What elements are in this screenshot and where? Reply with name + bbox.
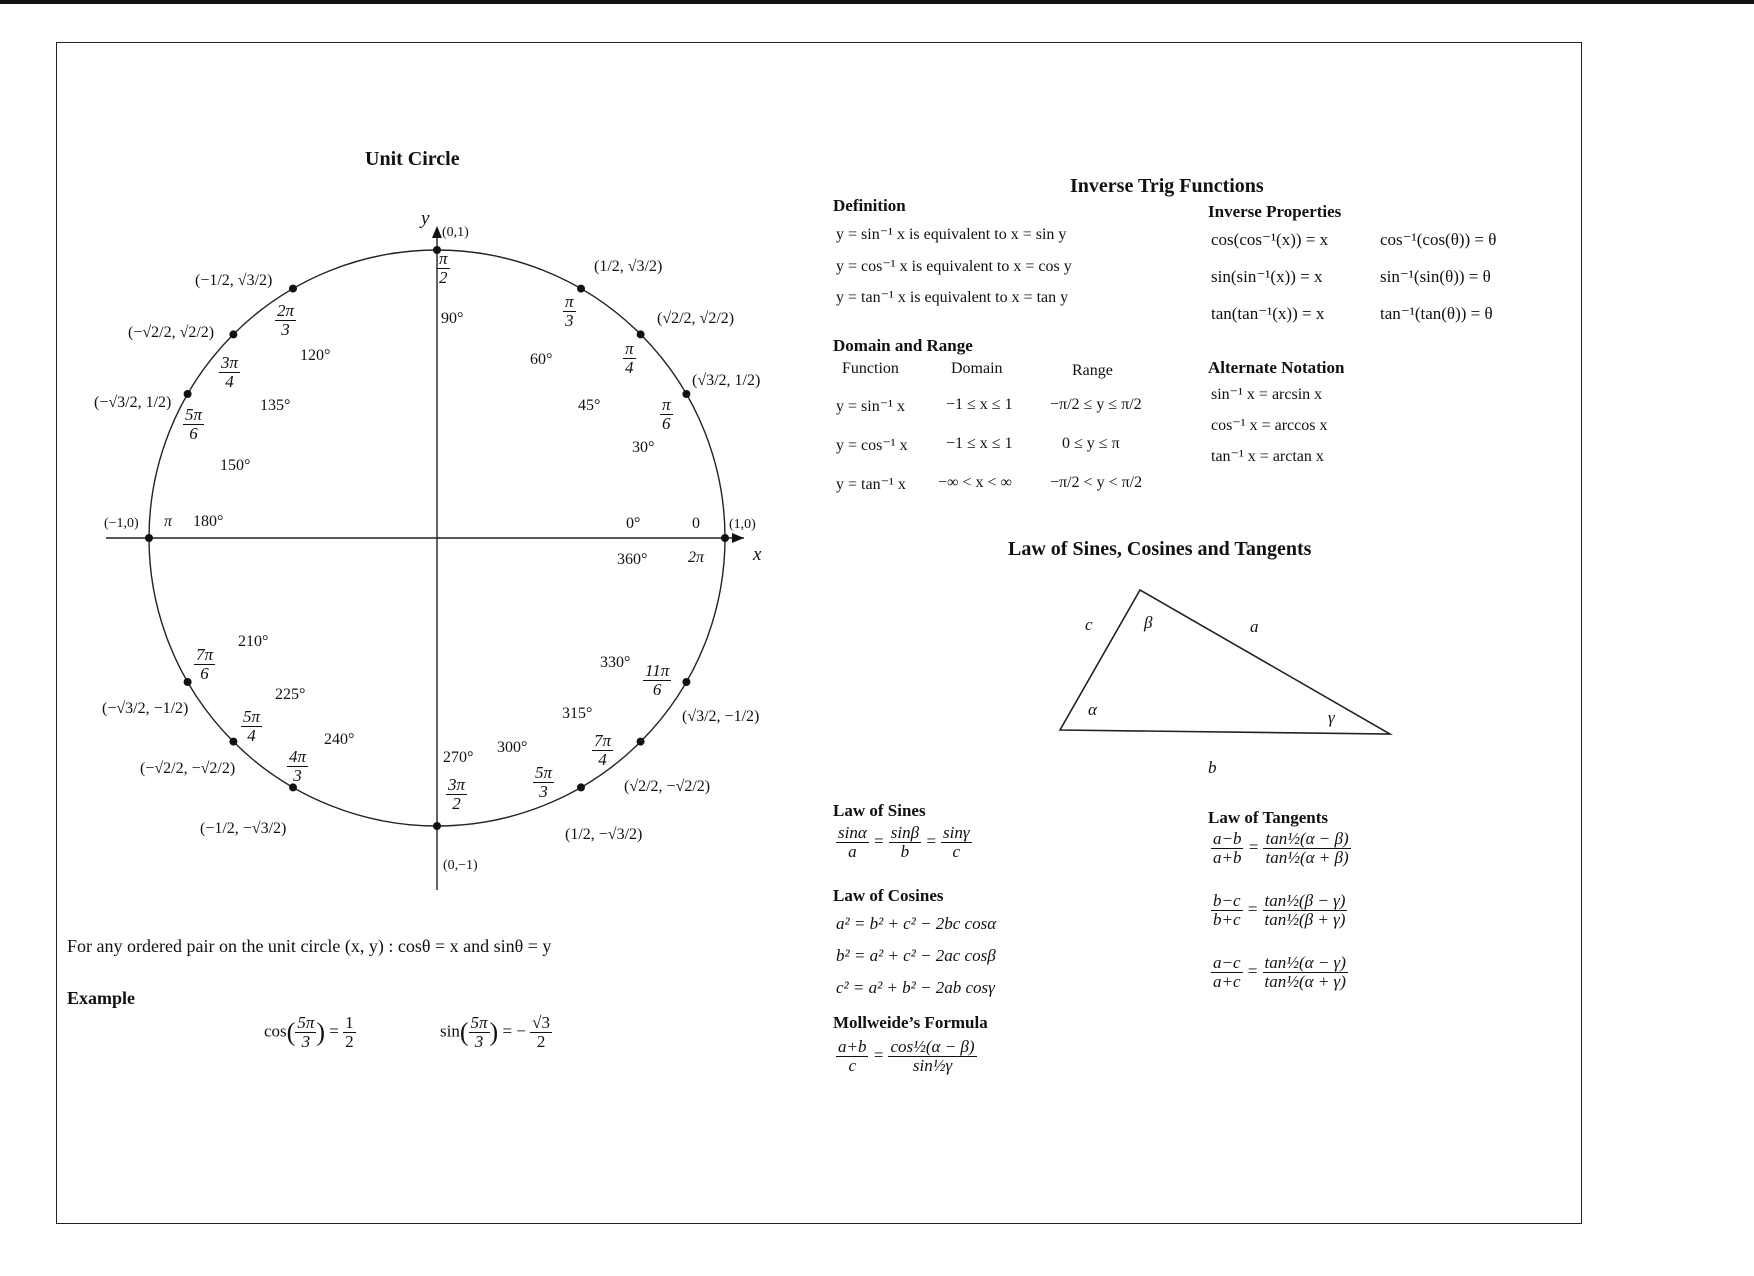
angle-225-deg: 225° [275, 686, 306, 703]
point-1-0: (1,0) [729, 517, 756, 532]
angle-0-deg: 0° [626, 515, 641, 532]
dr-range: −π/2 ≤ y ≤ π/2 [1050, 396, 1142, 413]
angle-gamma-label: γ [1328, 708, 1335, 727]
angle-240-deg: 240° [324, 731, 355, 748]
laws-title: Law of Sines, Cosines and Tangents [1008, 538, 1312, 560]
angle-point-dot [682, 390, 690, 398]
example-cos: cos( $\frac{5\pi}{3}$ ) = $\frac{1}{2}$ [264, 1013, 354, 1051]
rad-5pi-over-3: $\frac{5\pi}{3}$ [535, 763, 553, 801]
property-item: tan⁻¹(tan(θ)) = θ [1380, 304, 1493, 323]
triangle [1060, 590, 1390, 734]
alternate-notation-label: Alternate Notation [1208, 358, 1345, 377]
angle-point-dot [289, 285, 297, 293]
coord-120: (−1/2, √3/2) [195, 272, 273, 289]
property-item: cos(cos⁻¹(x)) = x [1211, 230, 1329, 249]
coord-330: (√3/2, −1/2) [682, 708, 760, 725]
law-of-tangents-formula: $\frac{b-c}{b+c}$ = $\frac{\text{tan½(β − γ)}}{\text{tan½(β + γ)}}$ [1213, 891, 1346, 929]
alt-notation-item: tan⁻¹ x = arctan x [1211, 448, 1324, 465]
law-of-cosines-row: c² = a² + b² − 2ab cosγ [836, 978, 995, 997]
coord-45: (√2/2, √2/2) [657, 310, 735, 327]
angle-point-dot [184, 678, 192, 686]
law-of-sines-label: Law of Sines [833, 801, 926, 820]
coord-315: (√2/2, −√2/2) [624, 778, 711, 795]
angle-90-deg: 90° [441, 310, 464, 327]
angle-beta-label: β [1144, 613, 1153, 632]
law-of-cosines-row: b² = a² + c² − 2ac cosβ [836, 946, 996, 965]
rad-3pi-over-4: $\frac{3\pi}{4}$ [221, 353, 239, 391]
ordered-pair-statement: For any ordered pair on the unit circle (x, y) : cosθ = x and sinθ = y [67, 936, 552, 956]
property-item: sin(sin⁻¹(x)) = x [1211, 267, 1323, 286]
dr-domain: −1 ≤ x ≤ 1 [946, 396, 1013, 413]
law-of-cosines-row: a² = b² + c² − 2bc cosα [836, 914, 997, 933]
angle-135-deg: 135° [260, 397, 291, 414]
dr-function: y = cos⁻¹ x [836, 437, 908, 454]
angle-point-dot [184, 390, 192, 398]
coord-60: (1/2, √3/2) [594, 258, 663, 275]
angle-270-deg: 270° [443, 749, 474, 766]
coord-225: (−√2/2, −√2/2) [140, 760, 236, 777]
x-axis-arrow [732, 533, 744, 543]
col-range: Range [1072, 362, 1113, 379]
y-axis-label: y [421, 208, 430, 229]
coord-210: (−√3/2, −1/2) [102, 700, 189, 717]
angle-point-dot [721, 534, 729, 542]
point-0-neg1: (0,−1) [443, 858, 478, 873]
mollweide-formula: $\frac{a+b}{c}$ = $\frac{\text{cos½(α − β)}}{\text{sin½γ}}$ [838, 1037, 975, 1075]
definition-row: y = tan⁻¹ x is equivalent to x = tan y [836, 289, 1069, 306]
law-of-sines-formula: $\frac{\sin\alpha}{a}$ = $\frac{\sin\beta}{b}$ = $\frac{\sin\gamma}{c}$ [838, 823, 970, 861]
y-axis-arrow [432, 226, 442, 238]
definition-label: Definition [833, 196, 906, 215]
x-axis-label: x [753, 544, 762, 565]
angle-2pi: 2π [688, 549, 705, 566]
property-item: tan(tan⁻¹(x)) = x [1211, 304, 1325, 323]
dr-domain: −∞ < x < ∞ [938, 474, 1012, 491]
law-of-tangents-formula: $\frac{a-b}{a+b}$ = $\frac{\text{tan½(α − β)}}{\text{tan½(α + β)}}$ [1213, 829, 1349, 867]
side-a-label: a [1250, 617, 1259, 636]
triangle-diagram [1050, 580, 1400, 780]
angle-point-dot [577, 285, 585, 293]
rad-7pi-over-6: $\frac{7\pi}{6}$ [196, 645, 214, 683]
rad-4pi-over-3: $\frac{4\pi}{3}$ [289, 747, 307, 785]
angle-120-deg: 120° [300, 347, 331, 364]
rad-pi-over-3: $\frac{\pi}{3}$ [565, 292, 574, 330]
example-label: Example [67, 988, 136, 1008]
angle-360-deg: 360° [617, 551, 648, 568]
inverse-title: Inverse Trig Functions [1070, 175, 1264, 197]
alt-notation-item: sin⁻¹ x = arcsin x [1211, 386, 1323, 403]
rad-pi-over-4: $\frac{\pi}{4}$ [625, 339, 634, 377]
side-b-label: b [1208, 758, 1217, 777]
angle-point-dot [229, 330, 237, 338]
col-function: Function [842, 360, 899, 377]
angle-150-deg: 150° [220, 457, 251, 474]
angle-210-deg: 210° [238, 633, 269, 650]
angle-315-deg: 315° [562, 705, 593, 722]
coord-240: (−1/2, −√3/2) [200, 820, 287, 837]
dr-range: −π/2 < y < π/2 [1050, 474, 1143, 491]
domain-range-label: Domain and Range [833, 336, 973, 355]
law-of-cosines-label: Law of Cosines [833, 886, 944, 905]
coord-135: (−√2/2, √2/2) [128, 324, 215, 341]
angle-30-deg: 30° [632, 439, 655, 456]
col-domain: Domain [951, 360, 1003, 377]
unit-circle-title: Unit Circle [365, 148, 460, 170]
coord-300: (1/2, −√3/2) [565, 826, 643, 843]
angle-180-deg: 180° [193, 513, 224, 530]
dr-function: y = tan⁻¹ x [836, 476, 906, 493]
angle-60-deg: 60° [530, 351, 553, 368]
angle-point-dot [637, 330, 645, 338]
point-neg1-0: (−1,0) [104, 516, 139, 531]
alt-notation-item: cos⁻¹ x = arccos x [1211, 417, 1328, 434]
rad-5pi-over-6: $\frac{5\pi}{6}$ [185, 405, 203, 443]
example-sin: sin( $\frac{5\pi}{3}$ ) = − $\frac{√3}{2}$ [440, 1013, 550, 1051]
dr-domain: −1 ≤ x ≤ 1 [946, 435, 1013, 452]
dr-range: 0 ≤ y ≤ π [1062, 435, 1120, 452]
rad-5pi-over-4: $\frac{5\pi}{4}$ [243, 707, 261, 745]
side-c-label: c [1085, 615, 1093, 634]
angle-0-rad: 0 [692, 515, 700, 532]
coord-150: (−√3/2, 1/2) [94, 394, 172, 411]
angle-point-dot [229, 738, 237, 746]
angle-300-deg: 300° [497, 739, 528, 756]
dr-function: y = sin⁻¹ x [836, 398, 905, 415]
angle-point-dot [637, 738, 645, 746]
angle-pi: π [164, 513, 173, 530]
rad-2pi-over-3: $\frac{2\pi}{3}$ [277, 301, 295, 339]
angle-alpha-label: α [1088, 700, 1097, 719]
rad-3pi-over-2: $\frac{3\pi}{2}$ [448, 775, 466, 813]
definition-row: y = sin⁻¹ x is equivalent to x = sin y [836, 226, 1067, 243]
law-of-tangents-label: Law of Tangents [1208, 808, 1328, 827]
law-of-tangents-formula: $\frac{a-c}{a+c}$ = $\frac{\text{tan½(α − γ)}}{\text{tan½(α + γ)}}$ [1213, 953, 1346, 991]
inverse-properties-label: Inverse Properties [1208, 202, 1342, 221]
angle-point-dot [433, 822, 441, 830]
property-item: sin⁻¹(sin(θ)) = θ [1380, 267, 1491, 286]
coord-30: (√3/2, 1/2) [692, 372, 761, 389]
angle-point-dot [682, 678, 690, 686]
rad-11pi-over-6: $\frac{11\pi}{6}$ [645, 661, 670, 699]
rad-pi-over-6: $\frac{\pi}{6}$ [662, 395, 671, 433]
angle-45-deg: 45° [578, 397, 601, 414]
definition-row: y = cos⁻¹ x is equivalent to x = cos y [836, 258, 1072, 275]
rad-pi-over-2: $\frac{\pi}{2}$ [439, 249, 448, 287]
mollweide-label: Mollweide’s Formula [833, 1013, 988, 1032]
property-item: cos⁻¹(cos(θ)) = θ [1380, 230, 1497, 249]
angle-point-dot [577, 783, 585, 791]
angle-point-dot [145, 534, 153, 542]
angle-330-deg: 330° [600, 654, 631, 671]
rad-7pi-over-4: $\frac{7\pi}{4}$ [594, 731, 612, 769]
point-0-1: (0,1) [442, 225, 469, 240]
